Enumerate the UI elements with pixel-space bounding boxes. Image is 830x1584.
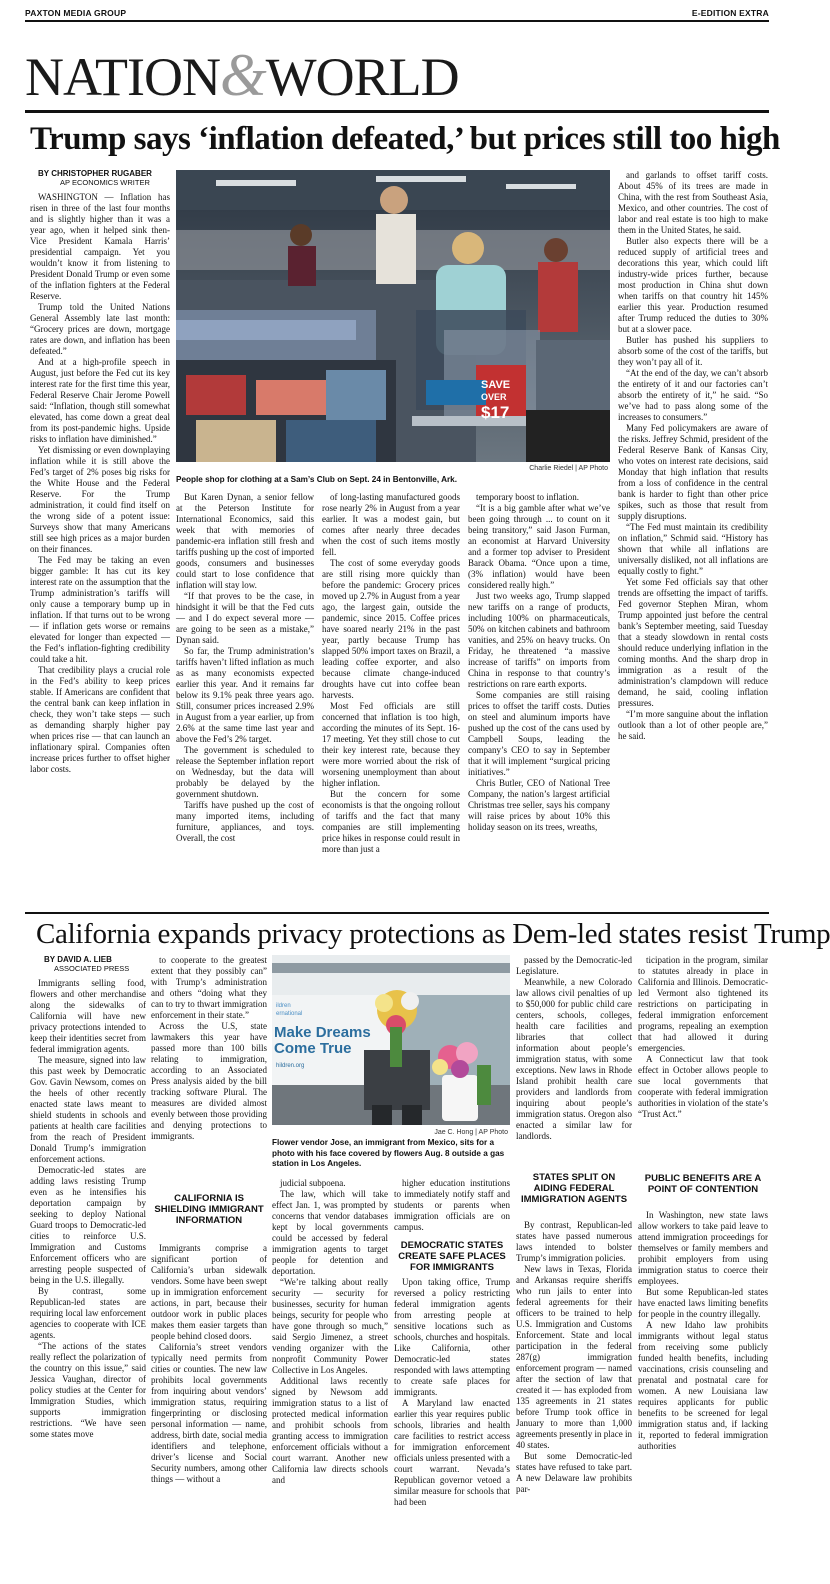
paragraph: By contrast, Republican-led states have passed numerous laws intended to bolster Trump’s immigration policies. bbox=[516, 1220, 632, 1263]
paragraph: The government is scheduled to release the September inflation report on Wednesday, but the data will probably be delayed by the government shutdown. bbox=[176, 745, 314, 799]
masthead-ampersand: & bbox=[219, 42, 266, 108]
subhead-safe-places: DEMOCRATIC STATES CREATE SAFE PLACES FOR IMMIGRANTS bbox=[398, 1240, 506, 1273]
paragraph: passed by the Democratic-led Legislature. bbox=[516, 955, 632, 976]
paragraph: Immigrants comprise a significant portion of California’s urban sidewalk vendors. Some have been swept up in immigration enforcement actions, in part, because their outdoor work in public places makes them easier targets than people behind closed doors. bbox=[151, 1243, 267, 1341]
story2-col3 bbox=[272, 1178, 388, 1578]
paragraph: The Fed may be taking an even bigger gamble: It has cut its key interest rate on the assumption that the Trump administration’s tariffs will only cause a temporary bump up in inflation. If that turns out to be wrong — if inflation gets worse or remains elevated for longer than expected — the Fed’s inflation-fighting credibility could take a hit. bbox=[30, 555, 170, 664]
paragraph: New laws in Texas, Florida and Arkansas require sheriffs who run jails to enter into federal agreements for their officers to be trained to help U.S. Immigration and Customs Enforcement. State and local participation in the federal 287(g) immigration enforcement program — named after the section of law that created it — has exploded from 135 agreements in 21 states before Trump took office in January to more than 1,000 agreements presently in place in 40 states. bbox=[516, 1264, 632, 1450]
banner-small-top: ildren bbox=[276, 1003, 291, 1009]
masthead-world: WORLD bbox=[265, 47, 459, 107]
paragraph: Butler also expects there will be a reduced supply of artificial trees and decorations this year, which could lift industry-wide prices further, because most production in China shut down when tariffs on that country hit 145% earlier this year. Production resumed after Trump reduced the duties to 30% but at a slower pace. bbox=[618, 236, 768, 334]
story1-col3 bbox=[322, 492, 460, 854]
story1-byline bbox=[38, 169, 178, 187]
paragraph: Butler has pushed his suppliers to absorb some of the cost of the tariffs, but they won’t pay all of it. bbox=[618, 335, 768, 367]
paragraph: Yet dismissing or even downplaying inflation while it is still above the Fed’s target of 2% poses big risks for the White House and the Federal Reserve. For the Trump administration, it could find itself on the wrong side of a potent issue: Surveys show that many Americans still see high prices as a major burden on their finances. bbox=[30, 445, 170, 554]
paragraph: Additional laws recently signed by Newsom add immigration status to a list of protected medical information and prohibit schools from granting access to immigration enforcement officials without a court warrant. Another new California law directs schools and bbox=[272, 1376, 388, 1485]
shopping-photo-caption: People shop for clothing at a Sam’s Club on Sept. 24 in Bentonville, Ark. bbox=[176, 475, 457, 484]
paragraph: “At the end of the day, we can’t absorb the entirety of it and our factories can’t absorb the entirety of it,” he said. “So we’ve had to pass along some of the increases to consumers.” bbox=[618, 368, 768, 422]
paragraph: Upon taking office, Trump reversed a policy restricting federal immigration agents from arresting people at sensitive locations such as schools, churches and hospitals. Like California, other Democratic-led states responded with laws attempting to create safe places for immigrants. bbox=[394, 1277, 510, 1397]
paragraph: The law, which will take effect Jan. 1, was prompted by concerns that vendor databases kept by local governments could be accessed by federal immigration agents to target people for detention and deportation. bbox=[272, 1189, 388, 1276]
paragraph: temporary boost to inflation. bbox=[476, 492, 579, 502]
story2-byline bbox=[44, 955, 154, 973]
story2-col5-top bbox=[516, 955, 632, 1165]
story2-col4-bottom bbox=[394, 1277, 510, 1582]
paragraph: That credibility plays a crucial role in the Fed’s ability to keep prices stable. If Americans are confident that the central bank can keep inflation in check, they won’t take steps — such as demanding sharply higher pay when prices rise — that can launch an inflationary spiral. Companies often increase prices further to offset higher labor costs. bbox=[30, 665, 170, 774]
paragraph: Tariffs have pushed up the cost of many imported items, including furniture, appliances, and toys. Overall, the cost bbox=[176, 800, 314, 843]
flower-vendor-photo-credit: Jae C. Hong | AP Photo bbox=[434, 1129, 508, 1136]
paragraph: “If that proves to be the case, in hindsight it will be that the Fed cuts — and I do expect several more — are going to be seen as a mistake,” Dynan said. bbox=[176, 591, 314, 645]
flower-vendor-photo-image bbox=[272, 955, 510, 1125]
paragraph: But some Republican-led states have enacted laws limiting benefits for people in the country illegally. bbox=[638, 1287, 768, 1319]
paragraph: Immigrants selling food, flowers and other merchandise along the sidewalks of California will have new privacy protections intended to keep their identities secret from federal immigration agents. bbox=[30, 978, 146, 1054]
paragraph: By contrast, some Republican-led states are requiring local law enforcement agencies to cooperate with ICE agents. bbox=[30, 1286, 146, 1340]
paragraph: But Karen Dynan, a senior fellow at the Peterson Institute for International Economics, said this week that with memories of pandemic-era inflation still fresh and tariffs pushing up the cost of imported goods, consumers and businesses could start to lose confidence that inflation will stay low. bbox=[176, 492, 314, 590]
story2-col2-top bbox=[151, 955, 267, 1185]
paragraph: Many Fed policymakers are aware of the risks. Jeffrey Schmid, president of the Federal Reserve Bank of Kansas City, who votes on interest rate decisions, said Monday that high inflation that results from a loss of confidence in the central bank is harder to fight than other price spikes, such as those that result from supply disruptions. bbox=[618, 423, 768, 521]
paragraph: So far, the Trump administration’s tariffs haven’t lifted inflation as much as as many economists expected earlier this year. And it remains far below its 9.1% peak three years ago. Still, consumer prices increased 2.9% in August from a year earlier, up from 2.6% at the same time last year and above the Fed’s 2% target. bbox=[176, 646, 314, 744]
story2-col1 bbox=[30, 978, 146, 1578]
banner-line2: Come True bbox=[274, 1040, 352, 1057]
story2-col2-bottom bbox=[151, 1243, 267, 1583]
banner-line1: Make Dreams bbox=[274, 1024, 371, 1041]
paragraph: Trump told the United Nations General Assembly late last month: “Grocery prices are down, mortgage rates are down, and inflation has been defeated.” bbox=[30, 302, 170, 356]
banner-small-mid: ernational bbox=[276, 1011, 303, 1017]
section-header-bar bbox=[25, 6, 769, 20]
story2-col6-top bbox=[638, 955, 768, 1165]
photo-sign-over: OVER bbox=[481, 392, 507, 402]
paragraph: A new Idaho law prohibits immigrants without legal status from receiving some publicly funded health benefits, including vaccinations, crisis counseling and prenatal and postnatal care for women. A new Louisiana law requires applicants for public benefits to be screened for legal immigration status and, if lacking it, reported to federal immigration authorities bbox=[638, 1320, 768, 1451]
subhead-states-split: STATES SPLIT ON AIDING FEDERAL IMMIGRATION AGENTS bbox=[520, 1172, 628, 1205]
story1-author-title: AP ECONOMICS WRITER bbox=[60, 178, 150, 187]
paragraph: “I’m more sanguine about the inflation outlook than a lot of other people are,” he said. bbox=[618, 709, 768, 741]
story1-col2 bbox=[176, 492, 314, 843]
paragraph: of long-lasting manufactured goods rose nearly 2% in August from a year earlier. It was a modest gain, but comes after nearly three decades when the cost of such items mostly fell. bbox=[322, 492, 460, 557]
subhead-shielding: CALIFORNIA IS SHIELDING IMMIGRANT INFORMATION bbox=[154, 1193, 264, 1226]
paragraph: “The Fed must maintain its credibility on inflation,” Schmid said. “History has shown that while all inflations are universally disliked, not all inflations are equally costly to fight.” bbox=[618, 522, 768, 576]
paragraph: California’s street vendors typically need permits from cities or counties. The new law prohibits local governments from inquiring about vendors’ immigration status, requiring fingerprinting or disclosing personal information — name, address, birth date, social media identifiers and telephone, driver’s license and Social Security numbers, among other things — without a bbox=[151, 1342, 267, 1484]
photo-sign-amount: $17 bbox=[481, 403, 510, 422]
paragraph: Most Fed officials are still concerned that inflation is too high, according the minutes of its Sept. 16-17 meeting. Yet they still chose to cut their key interest rate, because they were more worried about the risk of worsening unemployment than about higher inflation. bbox=[322, 701, 460, 788]
flower-vendor-photo-caption: Flower vendor Jose, an immigrant from Mexico, sits for a photo with his face covered by flowers Aug. 8 outside a gas station in Los Angeles. bbox=[272, 1138, 505, 1168]
paragraph: Yet some Fed officials say that other trends are offsetting the impact of tariffs. Fed governor Stephen Miran, whom Trump appointed just before the central bank’s September meeting, said Tuesday that a steady slowdown in rental costs should reduce underlying inflation in the coming months. And the sharp drop in immigration as a result of the administration’s clampdown will reduce demand, he said, cooling inflation pressures. bbox=[618, 577, 768, 708]
paragraph: But the concern for some economists is that the ongoing rollout of tariffs and the fact that many companies are still implementing price hikes in response could result in more than just a bbox=[322, 789, 460, 854]
photo-sign-save: SAVE bbox=[481, 379, 511, 391]
paragraph: and garlands to offset tariff costs. About 45% of its trees are made in China, with the rest from Southeast Asia, Mexico, and other countries. The cost of labor and real estate is too high to make them in the United States, he said. bbox=[618, 170, 768, 235]
paragraph: Some companies are still raising prices to offset the tariff costs. Duties on steel and aluminum imports have pushed up the cost of the cans used by Campbell Soups, leading the company’s CEO to say in September that it will implement “surgical pricing initiatives.” bbox=[468, 690, 610, 777]
story2-col4-top bbox=[394, 1178, 510, 1236]
flower-vendor-photo bbox=[272, 955, 510, 1125]
paragraph: In Washington, new state laws allow workers to take paid leave to attend immigration proceedings for themselves or family members and prohibit employers from using immigration status to coerce their employees. bbox=[638, 1210, 768, 1286]
paragraph: Across the U.S, state lawmakers this year have passed more than 100 bills relating to immigration, according to an Associated Press analysis aided by the bill tracking software Plural. The measures are divided almost evenly between those providing and denying protections to immigrants. bbox=[151, 1021, 267, 1141]
story2-col5-bottom bbox=[516, 1220, 632, 1582]
publisher-name: PAXTON MEDIA GROUP bbox=[25, 8, 127, 18]
paragraph: And at a high-profile speech in August, just before the Fed cut its key interest rate for the first time this year, Federal Reserve Chair Jerome Powell said: “Inflation, though still somewhat elevated, has come down a great deal from its post-pandemic highs. Upside risks to inflation have diminished.” bbox=[30, 357, 170, 444]
paragraph: “We’re talking about really security — security for businesses, security for human beings, security for people who have gone through so much,” said Sergio Jimenez, a street vending organizer with the nonprofit Community Power Collective in Los Angeles. bbox=[272, 1277, 388, 1375]
paragraph: “It is a big gamble after what we’ve been going through ... to count on it being transitory,” said Jason Furman, an economist at Harvard University and a former top adviser to President Barack Obama. “Once upon a time, (3% inflation) would have been considered really high.” bbox=[468, 503, 610, 590]
paragraph: Democratic-led states are adding laws resisting Trump even as he intensifies his deportation campaign by seeking to deploy National Guard troops to Democratic-led cities to reinforce U.S. Immigration and Customs Enforcement officers who are arresting people suspected of being in the U.S. illegally. bbox=[30, 1165, 146, 1285]
paragraph: judicial subpoena. bbox=[280, 1178, 346, 1188]
story1-col1 bbox=[30, 192, 170, 774]
story1-col4 bbox=[468, 492, 610, 832]
shopping-photo bbox=[176, 170, 610, 462]
shopping-photo-image bbox=[176, 170, 610, 462]
paragraph: But some Democratic-led states have refused to take part. A new Delaware law prohibits par- bbox=[516, 1451, 632, 1494]
story1-author: BY CHRISTOPHER RUGABER bbox=[38, 169, 152, 178]
paragraph: Just two weeks ago, Trump slapped new tariffs on a range of products, including 100% on pharmaceuticals, 50% on kitchen cabinets and bathroom vanities, and 25% on heavy trucks. On Friday, he threatened “a massive increase of tariffs” on imports from China in response to that country’s restrictions on rare earth exports. bbox=[468, 591, 610, 689]
story2-author-title: ASSOCIATED PRESS bbox=[54, 964, 130, 973]
story2-headline: California expands privacy protections as Dem-led states resist Trump bbox=[36, 918, 830, 950]
paragraph: higher education institutions to immediately notify staff and students or parents when immigration officials are on campus. bbox=[394, 1178, 510, 1232]
story1-headline: Trump says ‘inflation defeated,’ but prices still too high bbox=[30, 121, 780, 157]
banner-url: hildren.org bbox=[276, 1063, 305, 1069]
story2-col6-bottom bbox=[638, 1210, 768, 1582]
paragraph: to cooperate to the greatest extent that they possibly can” with Trump’s administration and others “doing what they can to try to thwart immigration enforcement in their state.” bbox=[151, 955, 267, 1020]
paragraph: Chris Butler, CEO of National Tree Company, the nation’s largest artificial Christmas tree seller, says his company will raise prices by about 10% this holiday season on its trees, wreaths, bbox=[468, 778, 610, 832]
masthead-nation: NATION bbox=[25, 47, 220, 107]
masthead-rule bbox=[25, 110, 769, 113]
paragraph: WASHINGTON — Inflation has risen in three of the last four months and is slightly higher than it was a year ago, when it helped sink then-Vice President Kamala Harris’ presidential campaign. Yet you wouldn’t know it from listening to President Donald Trump or even some of the inflation fighters at the Federal Reserve. bbox=[30, 192, 170, 301]
paragraph: The cost of some everyday goods are still rising more quickly than before the pandemic: Grocery prices moved up 2.7% in August from a year ago, the largest gain, outside the pandemic, since 2015. Coffee prices have soared nearly 21% in the past year, partly because Trump has slapped 50% import taxes on Brazil, a leading coffee exporter, and also because climate change-induced droughts have cut into coffee bean harvests. bbox=[322, 558, 460, 700]
paragraph: ticipation in the program, similar to statutes already in place in California and Illinois. Democratic-led Vermont also tightened its restrictions on participating in federal immigration enforcement programs, repealing an exemption that had allowed it during emergencies. bbox=[638, 955, 768, 1053]
paragraph: A Connecticut law that took effect in October allows people to sue local governments that cooperate with federal immigration authorities in violation of the state’s “Trust Act.” bbox=[638, 1054, 768, 1119]
section-masthead bbox=[25, 42, 769, 108]
shopping-photo-credit: Charlie Riedel | AP Photo bbox=[529, 465, 608, 472]
paragraph: The measure, signed into law this past week by Democratic Gov. Gavin Newsom, comes on the heels of other recently enacted state laws meant to shield students in schools and patients at health care facilities from the reach of President Donald Trump’s immigration enforcement actions. bbox=[30, 1055, 146, 1164]
paragraph: Meanwhile, a new Colorado law allows civil penalties of up to $50,000 for public child care centers, schools, colleges, health care facilities and libraries that collect information about people’s immigration status, with some exceptions. New laws in Rhode Island prohibit health care providers and landlords from inquiring about people’s immigration status. Oregon also enacted a similar law for landlords. bbox=[516, 977, 632, 1141]
top-rule bbox=[25, 20, 769, 22]
paragraph: A Maryland law enacted earlier this year requires public schools, libraries and health care facilities to restrict access for immigration enforcement officials unless presented with a court warrant. Nevada’s Republican governor vetoed a similar measure for schools that had been bbox=[394, 1398, 510, 1507]
edition-label: E-EDITION EXTRA bbox=[691, 8, 769, 18]
paragraph: “The actions of the states really reflect the polarization of the country on this issue,” said Jessica Vaughan, director of policy studies at the Center for Immigration Studies, which supports immigration restrictions. “We have seen some states move bbox=[30, 1341, 146, 1439]
story2-author: BY DAVID A. LIEB bbox=[44, 955, 112, 964]
subhead-public-benefits: PUBLIC BENEFITS ARE A POINT OF CONTENTION bbox=[644, 1173, 762, 1195]
story1-col5 bbox=[618, 170, 768, 812]
